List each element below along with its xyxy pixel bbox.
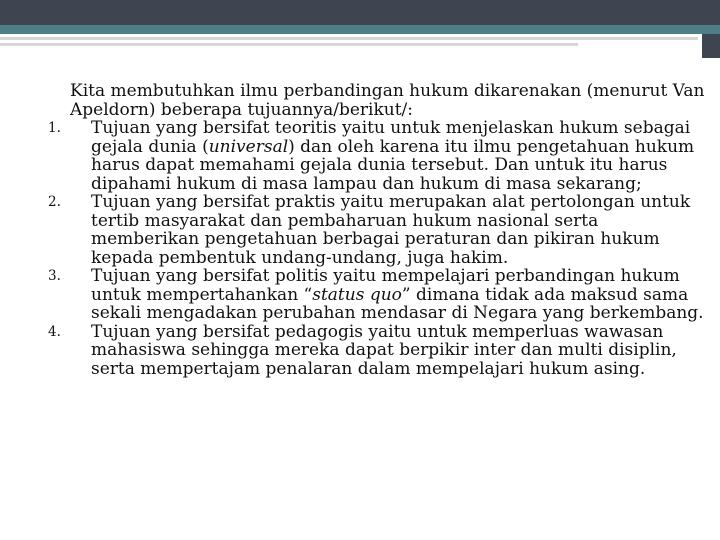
text-segment: ” dimana tidak ada maksud sama sekali mengadakan perubahan mendasar di Negara yang berkembang. bbox=[91, 284, 704, 323]
list-item-text bbox=[91, 193, 708, 267]
text-segment: Tujuan yang bersifat pedagogis yaitu untuk memperluas wawasan mahasiswa sehingga mereka dapat berpikir inter dan multi disiplin, serta mempertajam penalaran dalam mempelajari hukum asing. bbox=[91, 321, 677, 379]
list-number: 3. bbox=[48, 268, 61, 284]
header-rule bbox=[0, 37, 698, 40]
list-item-text bbox=[91, 267, 708, 323]
list-number: 4. bbox=[48, 323, 61, 340]
header-rule-short bbox=[0, 43, 578, 46]
header-bar bbox=[0, 0, 720, 25]
slide-body bbox=[48, 82, 708, 378]
list-item-text bbox=[91, 323, 708, 379]
intro-paragraph: Kita membutuhkan ilmu perbandingan hukum dikarenakan (menurut Van Apeldorn) beberapa tujuannya/berikut/: bbox=[70, 81, 705, 120]
corner-decoration bbox=[702, 0, 720, 58]
text-segment: Tujuan yang bersifat politis yaitu mempelajari perbandingan hukum untuk mempertahankan “ bbox=[91, 266, 680, 305]
list-item bbox=[48, 193, 708, 267]
list-item-text bbox=[91, 119, 708, 193]
list-item bbox=[48, 119, 708, 193]
header-accent-bar bbox=[0, 25, 720, 34]
text-segment: ) dan oleh karena itu ilmu pengetahuan hukum harus dapat memahami gejala dunia tersebut. Dan untuk itu harus dipahami hukum di masa lampau dan hukum di masa sekarang; bbox=[91, 136, 695, 194]
emphasis-text: universal bbox=[208, 136, 289, 157]
text-segment: Tujuan yang bersifat praktis yaitu merupakan alat pertolongan untuk tertib masyarakat dan pembaharuan hukum nasional serta memberikan pengetahuan berbagai peraturan dan pikiran hukum kepada pembentuk undang-undang, juga hakim. bbox=[91, 192, 691, 268]
purpose-list bbox=[48, 119, 708, 378]
list-item bbox=[48, 323, 708, 379]
emphasis-text: status quo bbox=[312, 284, 402, 305]
text-segment: Tujuan yang bersifat teoritis yaitu untuk menjelaskan hukum sebagai gejala dunia ( bbox=[91, 118, 691, 157]
list-item bbox=[48, 267, 708, 323]
list-number: 1. bbox=[48, 120, 61, 136]
list-number: 2. bbox=[48, 194, 61, 210]
